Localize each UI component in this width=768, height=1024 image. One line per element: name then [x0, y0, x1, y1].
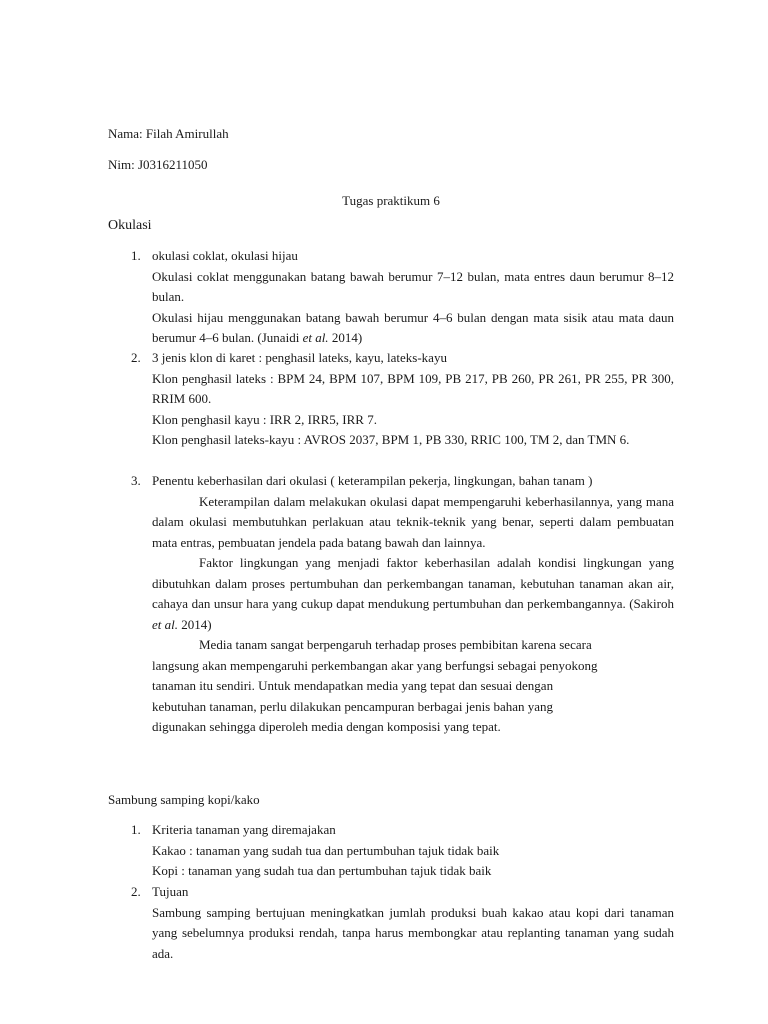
paragraph: Klon penghasil kayu : IRR 2, IRR5, IRR 7.: [152, 411, 377, 427]
paragraph-media-tanam: [152, 635, 674, 738]
list-number: 2.: [131, 350, 141, 365]
section-heading-sambung: Sambung samping kopi/kako: [108, 792, 260, 807]
text-line: langsung akan mempengaruhi perkembangan akar yang berfungsi sebagai penyokong: [152, 657, 598, 673]
student-nim: Nim: J0316211050: [108, 157, 208, 172]
text-line: tanaman itu sendiri. Untuk mendapatkan media yang tepat dan sesuai dengan: [152, 678, 554, 693]
list-item-title: Penentu keberhasilan dari okulasi ( keterampilan pekerja, lingkungan, bahan tanam ): [152, 473, 593, 488]
paragraph: Kopi : tanaman yang sudah tua dan pertumbuhan tajuk tidak baik: [152, 863, 492, 878]
list-number: 2.: [131, 884, 141, 899]
paragraph: Sambung samping bertujuan meningkatkan jumlah produksi buah kakao atau kopi dari tanaman yang sebelumnya produksi rendah, tanpa harus membongkar atau replanting tanaman yang sudah ada.: [152, 904, 674, 961]
paragraph: Keterampilan dalam melakukan okulasi dapat mempengaruhi keberhasilannya, yang mana dalam okulasi membutuhkan perlakuan atau teknik-teknik yang benar, seperti dalam pembuatan mata entras, pembuatan jendela pada batang bawah dan lainnya.: [152, 493, 674, 550]
paragraph: Klon penghasil lateks : BPM 24, BPM 107, BPM 109, PB 217, PB 260, PR 261, PR 255, PR 300, RRIM 600.: [152, 370, 674, 406]
paragraph: Kakao : tanaman yang sudah tua dan pertumbuhan tajuk tidak baik: [152, 842, 500, 858]
paragraph: Faktor lingkungan yang menjadi faktor keberhasilan adalah kondisi lingkungan yang dibutuhkan dalam proses pertumbuhan dan perkembangan tanaman, kebutuhan tanaman akan air, cahaya dan unsur hara yang cukup dapat mendukung pertumbuhan dan perkembangannya. (Sakiroh et al. 2014): [152, 555, 674, 632]
list-item-title: okulasi coklat, okulasi hijau: [152, 248, 298, 263]
list-item-title: 3 jenis klon di karet : penghasil lateks, kayu, lateks-kayu: [152, 350, 447, 365]
paragraph: Okulasi hijau menggunakan batang bawah berumur 4–6 bulan dengan mata sisik atau mata daun berumur 4–6 bulan. (Junaidi et al. 2014): [152, 309, 674, 345]
paragraph: Okulasi coklat menggunakan batang bawah berumur 7–12 bulan, mata entres daun berumur 8–12 bulan.: [152, 268, 674, 304]
text-line: Media tanam sangat berpengaruh terhadap proses pembibitan karena secara: [199, 637, 592, 652]
list-item-title: Kriteria tanaman yang diremajakan: [152, 822, 336, 837]
document-title: Tugas praktikum 6: [342, 193, 440, 208]
text-line: kebutuhan tanaman, perlu dilakukan pencampuran berbagai jenis bahan yang: [152, 698, 554, 714]
list-item-okulasi-types: [152, 246, 674, 349]
student-name: Nama: Filah Amirullah: [108, 126, 229, 141]
text-line: digunakan sehingga diperoleh media dengan komposisi yang tepat.: [152, 719, 501, 734]
list-item-penentu-keberhasilan: [152, 471, 674, 738]
list-item-kriteria: [152, 820, 674, 882]
list-number: 3.: [131, 473, 141, 488]
list-item-title: Tujuan: [152, 884, 189, 899]
list-number: 1.: [131, 248, 141, 263]
section-heading-okulasi: Okulasi: [108, 218, 152, 233]
paragraph: Klon penghasil lateks-kayu : AVROS 2037, BPM 1, PB 330, RRIC 100, TM 2, dan TMN 6.: [152, 432, 630, 447]
list-item-tujuan: [152, 882, 674, 964]
list-number: 1.: [131, 822, 141, 837]
list-item-klon-karet: [152, 348, 674, 451]
